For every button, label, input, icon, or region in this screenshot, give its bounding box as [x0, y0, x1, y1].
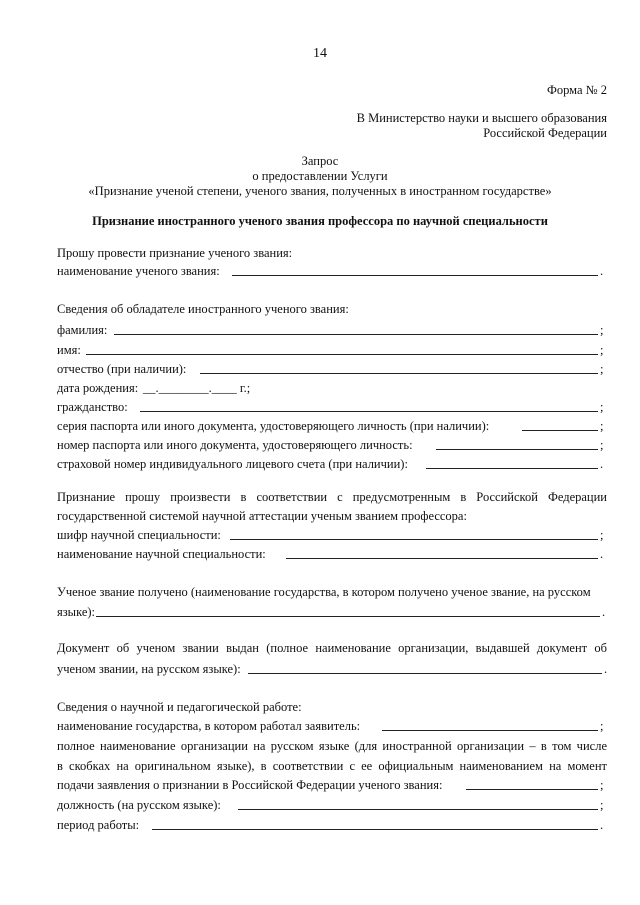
- form-label: Форма № 2: [547, 83, 607, 97]
- service-name: «Признание ученой степени, ученого звания, полученных в иностранном государстве»: [88, 184, 552, 198]
- specialty-name-label: наименование научной специальности:: [57, 547, 266, 561]
- period-mark: .: [600, 457, 604, 471]
- birth-date-label: дата рождения:: [57, 381, 139, 395]
- request-subtitle: о предоставлении Услуги: [252, 169, 388, 183]
- section5-text-line-1: Документ об ученом звании выдан (полное наименование организации, выдавшей документ об: [57, 641, 607, 655]
- name-label: имя:: [57, 343, 81, 357]
- semicolon-mark: ;: [600, 343, 604, 357]
- issuing-org-field[interactable]: [248, 673, 602, 674]
- specialty-code-label: шифр научной специальности:: [57, 528, 221, 542]
- org-text-line-2: в скобках на оригинальном языке), в соответствии с ее официальным наименованием на момент: [57, 759, 607, 773]
- semicolon-mark: ;: [600, 719, 604, 733]
- section3-text-line-2: государственной системой научной аттестации ученым званием профессора:: [57, 509, 467, 523]
- position-field[interactable]: [238, 809, 598, 810]
- work-state-label: наименование государства, в котором работал заявитель:: [57, 719, 361, 733]
- semicolon-mark: ;: [600, 528, 604, 542]
- passport-series-field[interactable]: [522, 430, 598, 431]
- semicolon-mark: ;: [600, 323, 604, 337]
- request-title: Запрос: [301, 154, 339, 168]
- section5-text-line-2: ученом звании, на русском языке):: [57, 662, 241, 676]
- birth-date-field[interactable]: __.________.____ г.;: [143, 381, 251, 395]
- period-mark: .: [604, 662, 608, 676]
- patronymic-field[interactable]: [200, 373, 598, 374]
- section1-intro: Прошу провести признание ученого звания:: [57, 246, 293, 260]
- recipient-line-2: Российской Федерации: [483, 126, 607, 140]
- snils-field[interactable]: [426, 468, 598, 469]
- period-mark: .: [600, 818, 604, 832]
- recipient-line-1: В Министерство науки и высшего образования: [356, 111, 607, 125]
- work-period-field[interactable]: [152, 829, 598, 830]
- specialty-code-field[interactable]: [230, 539, 598, 540]
- period-mark: .: [600, 547, 604, 561]
- section4-text-line-1: Ученое звание получено (наименование государства, в котором получено ученое звание, на русском: [57, 585, 591, 599]
- org-text-line-1: полное наименование организации на русском языке (для иностранной организации – в том числе: [57, 739, 607, 753]
- passport-number-field[interactable]: [436, 449, 598, 450]
- passport-number-label: номер паспорта или иного документа, удостоверяющего личность:: [57, 438, 413, 452]
- citizenship-field[interactable]: [140, 411, 598, 412]
- org-text-line-3: подачи заявления о признании в Российской Федерации ученого звания:: [57, 778, 443, 792]
- semicolon-mark: ;: [600, 400, 604, 414]
- patronymic-label: отчество (при наличии):: [57, 362, 187, 376]
- semicolon-mark: ;: [600, 419, 604, 433]
- surname-label: фамилия:: [57, 323, 108, 337]
- citizenship-label: гражданство:: [57, 400, 128, 414]
- section6-intro: Сведения о научной и педагогической работе:: [57, 700, 302, 714]
- snils-label: страховой номер индивидуального лицевого счета (при наличии):: [57, 457, 408, 471]
- section4-text-line-2: языке):: [57, 605, 96, 619]
- position-label: должность (на русском языке):: [57, 798, 221, 812]
- specialty-name-field[interactable]: [286, 558, 598, 559]
- semicolon-mark: ;: [600, 362, 604, 376]
- passport-series-label: серия паспорта или иного документа, удостоверяющего личность (при наличии):: [57, 419, 490, 433]
- org-name-field[interactable]: [466, 789, 598, 790]
- document-heading: Признание иностранного ученого звания профессора по научной специальности: [92, 214, 548, 228]
- semicolon-mark: ;: [600, 438, 604, 452]
- work-state-field[interactable]: [382, 730, 598, 731]
- page-number: 14: [313, 46, 327, 61]
- country-field[interactable]: [96, 616, 600, 617]
- surname-field[interactable]: [114, 334, 598, 335]
- title-name-label: наименование ученого звания:: [57, 264, 220, 278]
- semicolon-mark: ;: [600, 798, 604, 812]
- period-mark: .: [600, 264, 604, 278]
- section2-intro: Сведения об обладателе иностранного ученого звания:: [57, 302, 349, 316]
- period-mark: .: [602, 605, 606, 619]
- section3-text-line-1: Признание прошу произвести в соответствии с предусмотренным в Российской Федерации: [57, 490, 607, 504]
- semicolon-mark: ;: [600, 778, 604, 792]
- name-field[interactable]: [86, 354, 598, 355]
- work-period-label: период работы:: [57, 818, 140, 832]
- title-name-field[interactable]: [232, 275, 598, 276]
